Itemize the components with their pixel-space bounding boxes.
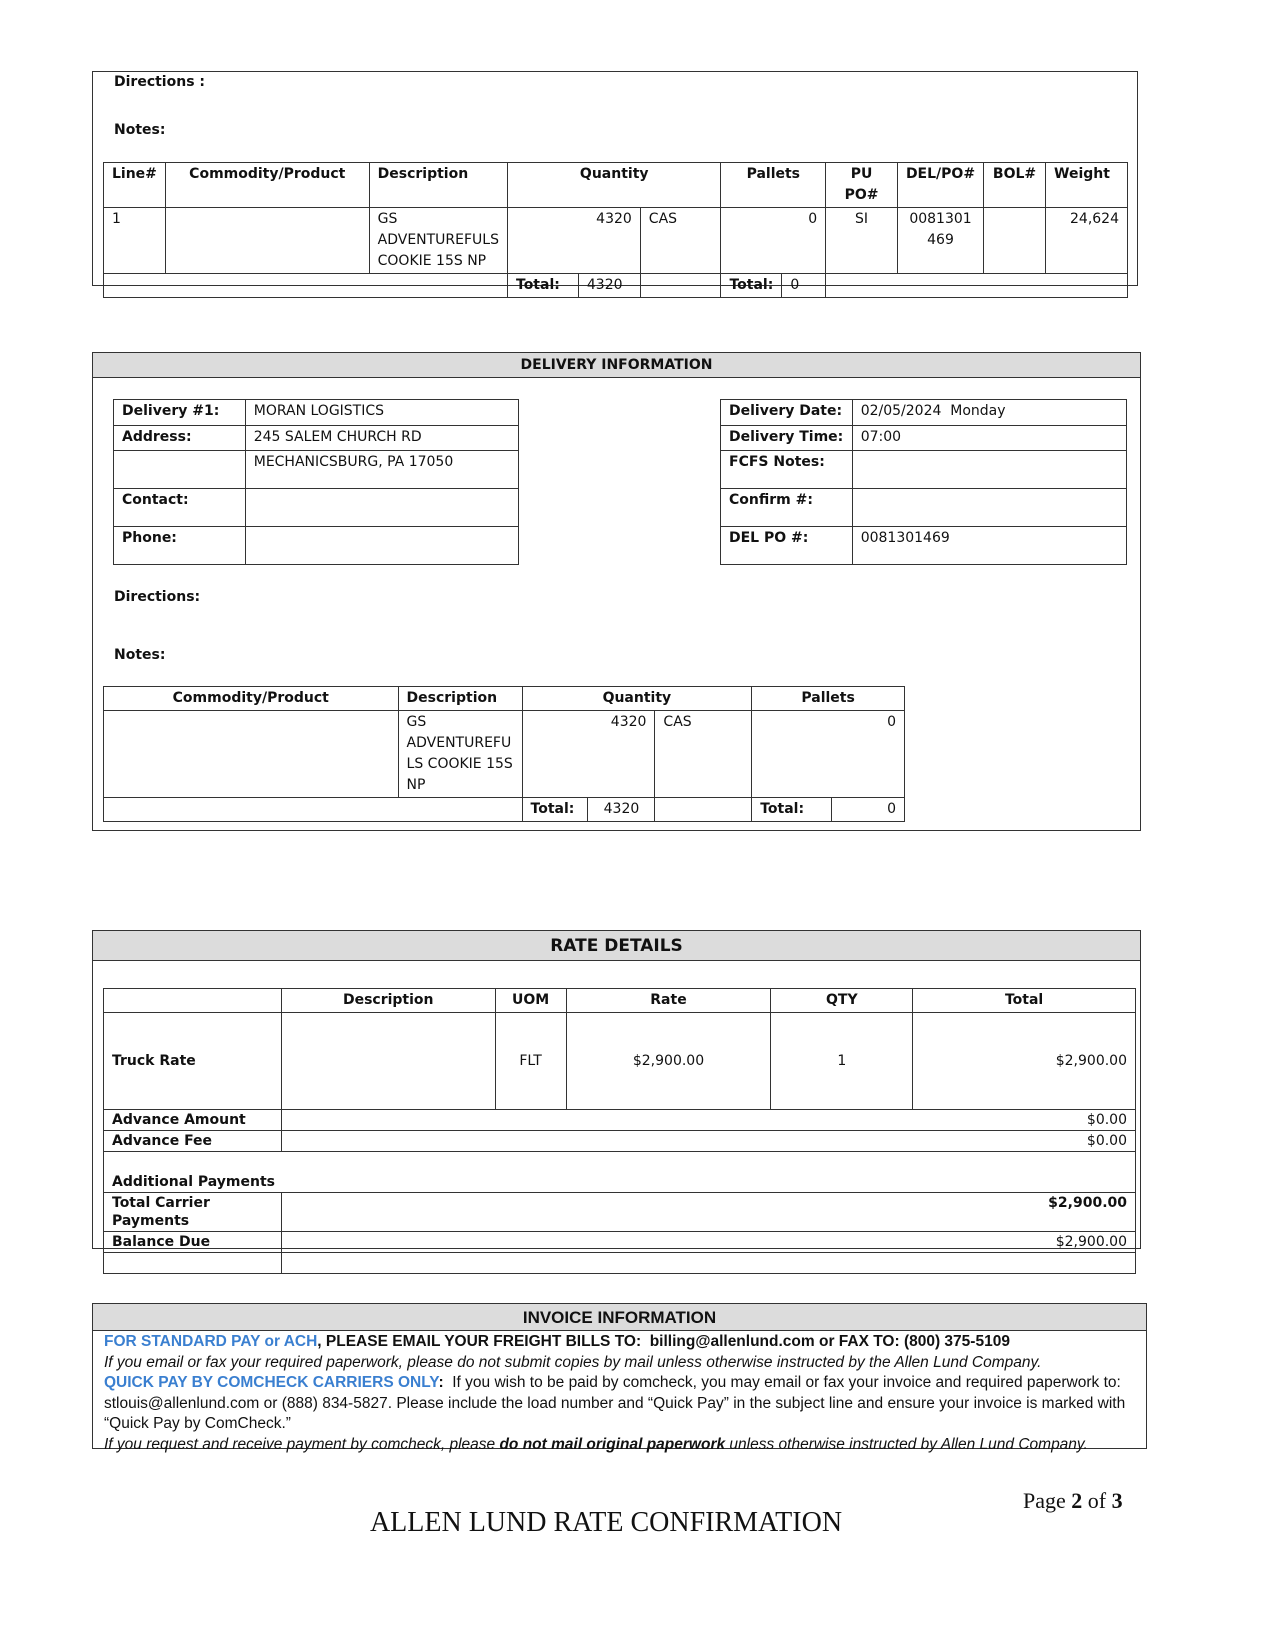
description-line: LS COOKIE 15S bbox=[406, 756, 513, 772]
delivery-date-label: Delivery Date: bbox=[721, 400, 853, 426]
col-quantity: Quantity bbox=[522, 687, 752, 711]
cell-pallets: 0 bbox=[721, 208, 826, 274]
pickup-commodity-table bbox=[103, 162, 1128, 298]
balance-due-value: $2,900.00 bbox=[281, 1232, 1135, 1253]
advance-fee-label: Advance Fee bbox=[104, 1131, 282, 1152]
col-rate: Rate bbox=[566, 989, 771, 1013]
total-carrier-label: Total Carrier Payments bbox=[104, 1193, 282, 1232]
cell-quantity: 4320 bbox=[508, 208, 641, 274]
phone-value bbox=[245, 527, 518, 565]
delivery-schedule-table bbox=[720, 399, 1127, 565]
delivery-date-value: 02/05/2024 Monday bbox=[852, 400, 1126, 426]
del-po-label: DEL PO #: bbox=[721, 527, 853, 565]
description-line: COOKIE 15S NP bbox=[377, 253, 487, 269]
total-quantity-label: Total: bbox=[508, 274, 579, 298]
phone-label: Phone: bbox=[114, 527, 246, 565]
del-po-value: 0081301469 bbox=[852, 527, 1126, 565]
col-bol: BOL# bbox=[984, 163, 1046, 208]
col-uom: UOM bbox=[495, 989, 566, 1013]
confirm-label: Confirm #: bbox=[721, 489, 853, 527]
cell-quantity: 4320 bbox=[522, 711, 655, 798]
quick-pay-paragraph: QUICK PAY BY COMCHECK CARRIERS ONLY: If you wish to be paid by comcheck, you may email or fax your invoice and required paperwork to: stlouis@allenlund.com or (888) 834-5827. Please include the load number and “Quick Pay” in the subject line and ensure your invoice is marked with “Quick Pay by ComCheck.” bbox=[104, 1374, 1130, 1432]
truck-description bbox=[281, 1013, 495, 1110]
rate-table-header bbox=[104, 989, 1136, 1013]
table-row bbox=[104, 208, 1128, 274]
standard-pay-instructions: , PLEASE EMAIL YOUR FREIGHT BILLS TO: billing@allenlund.com or FAX TO: (800) 375-5109 bbox=[317, 1333, 1010, 1350]
pickup-directions-label: Directions : bbox=[114, 74, 205, 90]
col-description: Description bbox=[369, 163, 507, 208]
col-description: Description bbox=[281, 989, 495, 1013]
description-line: NP bbox=[406, 777, 426, 793]
delivery-total-row bbox=[104, 798, 905, 822]
rate-header: RATE DETAILS bbox=[93, 931, 1140, 961]
delivery-table-header bbox=[104, 687, 905, 711]
comcheck-note: If you request and receive payment by comcheck, please do not mail original paperwork unless otherwise instructed by Allen Lund Company. bbox=[104, 1435, 1088, 1453]
table-row bbox=[104, 711, 905, 798]
col-quantity: Quantity bbox=[508, 163, 721, 208]
address-line1: 245 SALEM CHURCH RD bbox=[245, 426, 518, 451]
col-description: Description bbox=[398, 687, 522, 711]
invoice-body bbox=[104, 1332, 1142, 1455]
col-weight: Weight bbox=[1046, 163, 1128, 208]
cell-commodity bbox=[165, 208, 369, 274]
total-pallets-label: Total: bbox=[752, 798, 832, 822]
cell-bol bbox=[984, 208, 1046, 274]
total-pallets-value: 0 bbox=[782, 274, 826, 298]
description-line: ADVENTUREFULS bbox=[377, 232, 499, 248]
address-line2: MECHANICSBURG, PA 17050 bbox=[245, 451, 518, 489]
standard-pay-line bbox=[104, 1332, 1142, 1353]
cell-del-po bbox=[897, 208, 983, 274]
total-quantity-value: 4320 bbox=[578, 274, 640, 298]
document-title: ALLEN LUND RATE CONFIRMATION bbox=[369, 1507, 843, 1538]
truck-rate-label: Truck Rate bbox=[104, 1013, 282, 1110]
address-label: Address: bbox=[114, 426, 246, 451]
page-number: Page 2 of 3 bbox=[1023, 1488, 1123, 1513]
truck-uom: FLT bbox=[495, 1013, 566, 1110]
pickup-table-header bbox=[104, 163, 1128, 208]
del-po-line: 0081301 bbox=[909, 211, 972, 227]
cell-line: 1 bbox=[104, 208, 166, 274]
total-pallets-value: 0 bbox=[832, 798, 905, 822]
delivery-time-label: Delivery Time: bbox=[721, 426, 853, 451]
email-note: If you email or fax your required paperwork, please do not submit copies by mail unless otherwise instructed by the Allen Lund Company. bbox=[104, 1353, 1042, 1371]
rate-table bbox=[103, 988, 1136, 1274]
description-line: ADVENTUREFU bbox=[406, 735, 512, 751]
fcfs-notes-value bbox=[852, 451, 1126, 489]
col-commodity: Commodity/Product bbox=[165, 163, 369, 208]
cell-pallets: 0 bbox=[752, 711, 905, 798]
cell-unit: CAS bbox=[655, 711, 752, 798]
col-pallets: Pallets bbox=[752, 687, 905, 711]
total-quantity-label: Total: bbox=[522, 798, 588, 822]
truck-qty: 1 bbox=[771, 1013, 913, 1110]
balance-due-label: Balance Due bbox=[104, 1232, 282, 1253]
fcfs-notes-label: FCFS Notes: bbox=[721, 451, 853, 489]
pickup-total-row bbox=[104, 274, 1128, 298]
standard-pay-heading: FOR STANDARD PAY or ACH bbox=[104, 1333, 318, 1350]
col-total: Total bbox=[913, 989, 1136, 1013]
del-po-line: 469 bbox=[927, 232, 954, 248]
delivery-time-value: 07:00 bbox=[852, 426, 1126, 451]
pickup-notes-label: Notes: bbox=[114, 122, 166, 138]
truck-rate: $2,900.00 bbox=[566, 1013, 771, 1110]
delivery-label: Delivery #1: bbox=[114, 400, 246, 426]
quick-pay-instructions: If you wish to be paid by comcheck, you may email or fax your invoice and required paperwork to: stlouis@allenlund.com or (888) 834-5827. Please include the load number and “Quick Pay” in the subject line and ensure your invoice is marked with “Quick Pay by ComCheck.” bbox=[104, 1374, 1130, 1432]
col-line: Line# bbox=[104, 163, 166, 208]
delivery-header: DELIVERY INFORMATION bbox=[93, 353, 1140, 378]
cell-pu-po: SI bbox=[826, 208, 898, 274]
delivery-name: MORAN LOGISTICS bbox=[245, 400, 518, 426]
total-carrier-value: $2,900.00 bbox=[281, 1193, 1135, 1232]
quick-pay-heading: QUICK PAY BY COMCHECK CARRIERS ONLY bbox=[104, 1374, 439, 1391]
delivery-commodity-table bbox=[103, 686, 905, 822]
table-row bbox=[104, 1013, 1136, 1110]
cell-description bbox=[369, 208, 507, 274]
delivery-directions-label: Directions: bbox=[114, 589, 201, 605]
additional-payments-label: Additional Payments bbox=[104, 1152, 1136, 1193]
delivery-notes-label: Notes: bbox=[114, 647, 166, 663]
description-line: GS bbox=[406, 714, 427, 730]
advance-fee-value: $0.00 bbox=[281, 1131, 1135, 1152]
advance-amount-label: Advance Amount bbox=[104, 1110, 282, 1131]
advance-amount-value: $0.00 bbox=[281, 1110, 1135, 1131]
total-pallets-label: Total: bbox=[721, 274, 782, 298]
cell-unit: CAS bbox=[640, 208, 721, 274]
col-del-po: DEL/PO# bbox=[897, 163, 983, 208]
contact-label: Contact: bbox=[114, 489, 246, 527]
cell-weight: 24,624 bbox=[1046, 208, 1128, 274]
delivery-address-table bbox=[113, 399, 519, 565]
contact-value bbox=[245, 489, 518, 527]
cell-description bbox=[398, 711, 522, 798]
col-pallets: Pallets bbox=[721, 163, 826, 208]
truck-total: $2,900.00 bbox=[913, 1013, 1136, 1110]
description-line: GS bbox=[377, 211, 398, 227]
col-commodity: Commodity/Product bbox=[104, 687, 399, 711]
col-pu-po: PU PO# bbox=[826, 163, 898, 208]
cell-commodity bbox=[104, 711, 399, 798]
total-quantity-value: 4320 bbox=[588, 798, 655, 822]
col-qty: QTY bbox=[771, 989, 913, 1013]
do-not-mail-emphasis: do not mail original paperwork bbox=[499, 1435, 726, 1453]
invoice-header: INVOICE INFORMATION bbox=[93, 1304, 1146, 1331]
confirm-value bbox=[852, 489, 1126, 527]
